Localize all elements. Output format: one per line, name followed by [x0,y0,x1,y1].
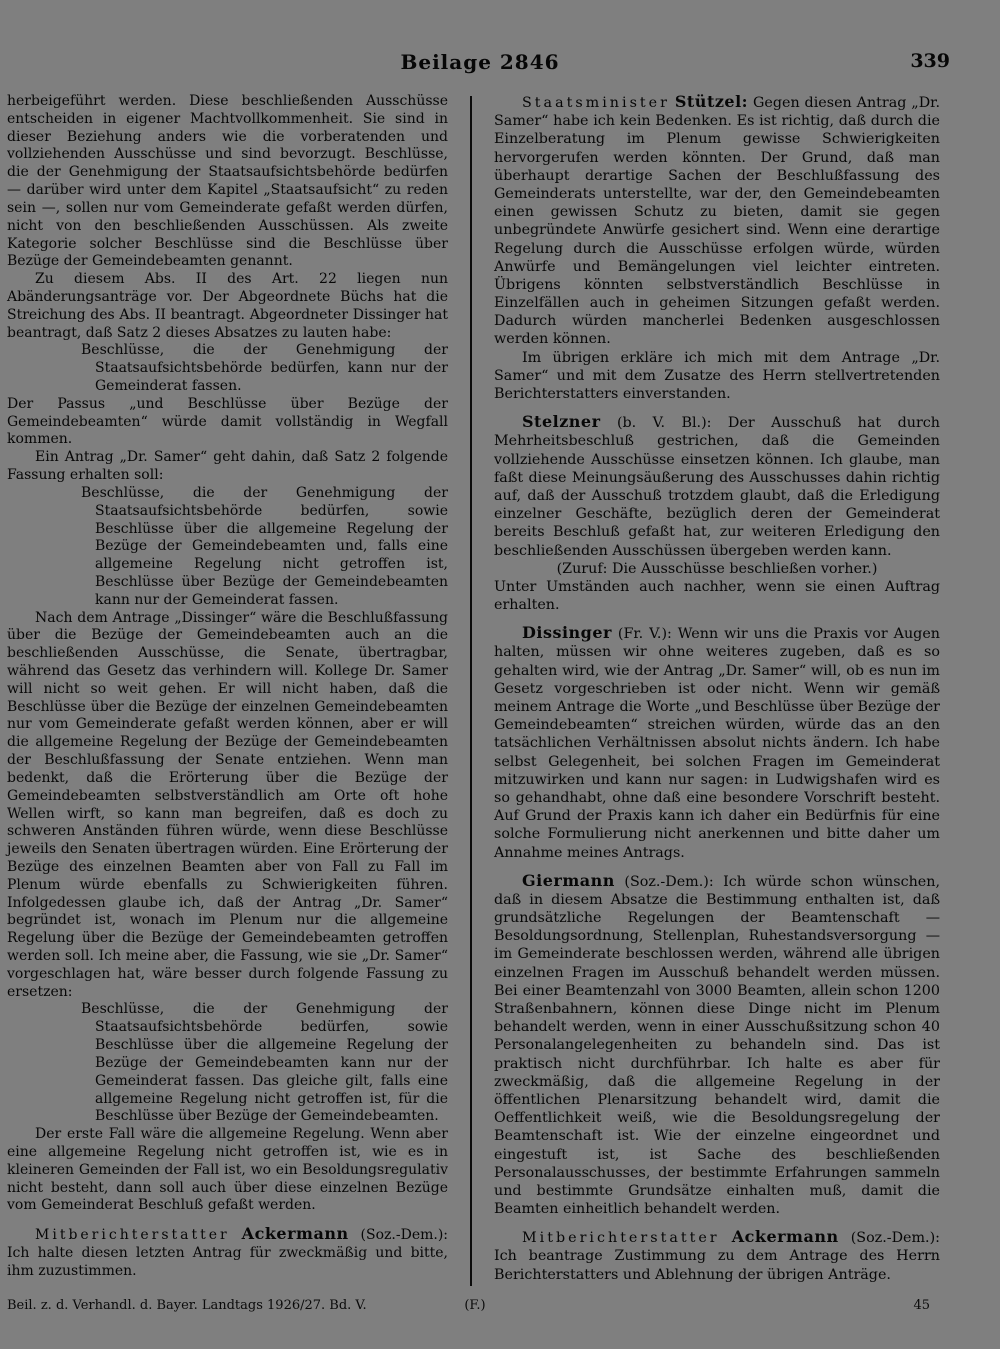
paragraph: Unter Umständen auch nachher, wenn sie einen Auftrag erhalten. [494,578,940,614]
paragraph: Der erste Fall wäre die allgemeine Regelung. Wenn aber eine allgemeine Regelung nicht getroffen ist, wie es in kleineren Gemeinden der Fall ist, wo ein Besoldungsregulativ nicht besteht, dann soll auch über diese einzelnen Bezüge vom Gemeinderat Beschluß gefaßt werden. [7,1126,448,1214]
quoted-motion [81,485,448,610]
speaker-name: Dissinger [522,623,612,643]
speech-giermann [494,872,940,1219]
paragraph: Zu diesem Abs. II des Art. 22 liegen nun Abänderungsanträge vor. Der Abgeordnete Büchs hat die Streichung des Abs. II beantragt. Abgeordneter Dissinger hat beantragt, daß Satz 2 dieses Absatzes zu lauten habe: [7,271,448,341]
speech-ackermann-2 [494,1228,940,1284]
speech-text: Ich beantrage Zustimmung zu dem Antrage des Herrn Berichterstatters und Ablehnung der übrigen Anträge. [494,1248,940,1283]
speaker-party: (Soz.-Dem.): [348,1227,449,1244]
quoted-motion [81,1001,448,1126]
speaker-role: Mitberichterstatter [522,1230,720,1247]
paragraph: Ein Antrag „Dr. Samer“ geht dahin, daß Satz 2 folgende Fassung erhalten soll: [7,449,448,484]
speaker-name: Ackermann [731,1227,839,1247]
speech-text: Der Ausschuß hat durch Mehrheitsbeschluß gestrichen, daß die Gemeinden vollziehende Ausschüsse einsetzen können. Ich glaube, man faßt diese Meinungsäußerung des Ausschusses dahin richtig auf, daß der Ausschuß trotzdem glaubt, daß die Erledigung einzelner Geschäfte, bezüglich deren der Gemeinderat bereits Beschluß gefaßt hat, zur weiteren Erledigung den beschließenden Ausschüssen übergeben werden kann. [494,415,940,559]
page-number: 339 [910,50,950,72]
column-divider [470,96,472,1286]
speaker-name: Stelzner [522,412,601,432]
speaker-name: Ackermann [241,1224,349,1244]
page-header-title: Beilage 2846 [400,50,560,74]
speaker-party: (Fr. V.): [611,626,672,643]
quote-text: Beschlüsse, die der Genehmigung der Staatsaufsichtsbehörde bedürfen, sowie Beschlüsse über die allgemeine Regelung der Bezüge der Gemeindebeamten kann nur der Gemeinderat fassen. Das gleiche gilt, falls eine allgemeine Regelung nicht getroffen ist, für die Beschlüsse über Bezüge der Gemeindebeamten. [81,1001,448,1125]
left-column [7,93,448,1281]
speech-text: Ich würde schon wünschen, daß in diesem Absatze die Bestimmung enthalten ist, daß grundsätzliche Regelungen der Beamtenschaft — Besoldungsordnung, Stellenplan, Ruhestandsversorgung — im Gemeinderate beschlossen werden, während alle übrigen einzelnen Fragen im Ausschuß behandelt werden müssen. Bei einer Beamtenzahl von 3000 Beamten, allein schon 1200 Straßenbahnern, können diese Dinge nicht im Plenum behandelt werden, wenn in einer Ausschußsitzung schon 40 Personalangelegenheiten zu behandeln sind. Das ist praktisch nicht durchführbar. Ich halte es aber für zweckmäßig, daß die allgemeine Regelung in der öffentlichen Plenarsitzung behandelt wird, damit die Oeffentlichkeit weiß, wie die Besoldungsregelung der Beamtenschaft ist. Wie der einzelne eingeordnet und eingestuft ist, ist Sache des beschließenden Personalausschusses, der bestimmte Erfahrungen sammeln und bestimmte Grundsätze einhalten muß, damit die Beamten einheitlich behandelt werden. [494,873,941,1218]
quoted-motion [81,342,448,395]
speaker-party: (Soz.-Dem.): [614,873,714,890]
footer-mark: (F.) [464,1298,486,1313]
quote-text: Beschlüsse, die der Genehmigung der Staatsaufsichtsbehörde bedürfen, kann nur der Gemeinderat fassen. [81,342,448,394]
speech-stuetzel [494,93,940,349]
speaker-name: Giermann [522,870,615,890]
paragraph: Nach dem Antrage „Dissinger“ wäre die Beschlußfassung über die Bezüge der Gemeindebeamten auch an die beschließenden Ausschüsse, die Senate, übertragbar, während das Gesetz das verhindern will. Kollege Dr. Samer will nicht so weit gehen. Er will nicht haben, daß die Beschlüsse über die Bezüge der einzelnen Gemeindebeamten nur vom Gemeinderate gefaßt werden können, aber er will die allgemeine Regelung der Bezüge der Gemeindebeamten der Beschlußfassung der Senate entziehen. Wenn man bedenkt, daß die Erörterung über die Bezüge der Gemeindebeamten selbstverständlich am Orte oft hohe Wellen wirft, so kann man begreifen, daß es doch zu schweren Anständen führen würde, wenn diese Beschlüsse jeweils den Senaten übertragen würden. Eine Erörterung der Bezüge des einzelnen Beamten aber von Fall zu Fall im Plenum würde ebenfalls zu Schwierigkeiten führen. Infolgedessen glaube ich, daß der Antrag „Dr. Samer“ begründet ist, wonach im Plenum nur die allgemeine Regelung über die Bezüge der Gemeindebeamten getroffen werden soll. Ich meine aber, die Fassung, wie sie „Dr. Samer“ vorgeschlagen hat, wäre besser durch folgende Fassung zu ersetzen: [7,609,448,1000]
speech-dissinger [494,624,940,861]
speaker-party: (Soz.-Dem.): [838,1230,940,1247]
right-column [494,93,940,1284]
speech-stelzner [494,413,940,560]
speech-text: Ich halte diesen letzten Antrag für zweckmäßig und bitte, ihm zuzustimmen. [7,1245,448,1279]
footer-sheet-number: 45 [913,1298,930,1313]
speaker-party: (b. V. Bl.): [600,415,712,432]
spacer [494,1218,940,1228]
speech-ackermann [7,1225,448,1280]
speaker-role: Staatsminister [522,95,670,111]
speech-text: Wenn wir uns die Praxis vor Augen halten, müssen wir ohne weiteres zugeben, daß es so gehalten wird, wie der Antrag „Dr. Samer“ will, ob es nun im Gesetz vorgeschrieben ist oder nicht. Wenn wir gemäß meinem Antrage die Worte „und Beschlüsse über Bezüge der Gemeindebeamten“ streichen würden, würde das an den tatsächlichen Verhältnissen absolut nichts ändern. Ich habe selbst Gelegenheit, bei solchen Fragen im Gemeinderat mitzuwirken und kann nur sagen: in Ludwigshafen wird es so gehandhabt, ohne daß eine besondere Vorschrift besteht. Auf Grund der Praxis kann ich daher ein Bedürfnis für eine solche Formulierung nicht anerkennen und bitte daher um Annahme meines Antrags. [494,626,940,861]
speech-text: Gegen diesen Antrag „Dr. Samer“ habe ich kein Bedenken. Es ist richtig, daß durch die Einzelberatung im Plenum gewisse Schwierigkeiten hervorgerufen werden könnten. Der Grund, daß man überhaupt derartige Sachen der Beschlußfassung des Gemeinderats unterstellte, war der, den Gemeindebeamten einen gewissen Schutz zu bieten, damit sie gegen unbegründete Anwürfe gesichert sind. Wenn eine derartige Regelung durch die Ausschüsse erfolgen würde, würden Anwürfe und Bemängelungen viel leichter eintreten. Übrigens könnten selbstverständlich Beschlüsse in Einzelfällen auch in geheimen Sitzungen gefaßt werden. Dadurch würden mancherlei Bedenken ausgeschlossen werden können. [494,95,940,348]
speaker-name: Stützel: [674,92,749,111]
paragraph: Im übrigen erkläre ich mich mit dem Antrage „Dr. Samer“ und mit dem Zusatze des Herrn stellvertretenden Berichterstatters einverstanden. [494,349,940,402]
paragraph: herbeigeführt werden. Diese beschließenden Ausschüsse entscheiden in eigener Machtvollkommenheit. Sie sind in dieser Beziehung anders wie die vorberatenden und vollziehenden Ausschüsse und sind bevorzugt. Beschlüsse, die der Genehmigung der Staatsaufsichtsbehörde bedürfen — darüber wird unter dem Kapitel „Staatsaufsicht“ zu reden sein —, sollen nur vom Gemeinderate gefaßt werden dürfen, nicht von den beschließenden Ausschüssen. Als zweite Kategorie solcher Beschlüsse sind die Beschlüsse über Bezüge der Gemeindebeamten genannt. [7,93,448,270]
interjection: (Zuruf: Die Ausschüsse beschließen vorher.) [556,560,878,577]
quote-text: Beschlüsse, die der Genehmigung der Staatsaufsichtsbehörde bedürfen, sowie Beschlüsse über die allgemeine Regelung der Bezüge der Gemeindebeamten und, falls eine allgemeine Regelung nicht getroffen ist, Beschlüsse über Bezüge der Gemeindebeamten kann nur der Gemeinderat fassen. [81,484,448,608]
speaker-role: Mitberichterstatter [35,1227,230,1244]
footer-citation: Beil. z. d. Verhandl. d. Bayer. Landtags 1926/27. Bd. V. [7,1298,367,1313]
spacer [7,1215,448,1225]
paragraph: Der Passus „und Beschlüsse über Bezüge der Gemeindebeamten“ würde damit vollständig in Wegfall kommen. [7,395,448,448]
